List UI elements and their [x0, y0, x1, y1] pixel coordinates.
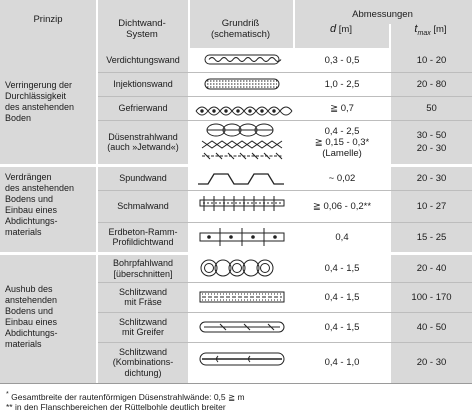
d-value — [295, 167, 389, 190]
t-value-text: 15 - 25 — [416, 231, 447, 243]
header-d-unit: [m] — [336, 24, 352, 35]
group-3-line: Abdichtungs- — [5, 328, 58, 338]
d-value-text: 0,3 - 0,5 — [324, 54, 360, 66]
t-value-text: 30 - 50 — [416, 130, 447, 141]
d-value — [295, 122, 389, 162]
d-value-text: ~ 0,02 — [328, 173, 356, 184]
diaphragm-grab-symbol — [200, 322, 284, 332]
bored-pile-symbol — [201, 260, 273, 276]
header-plan-line1: Grundriß — [221, 17, 260, 29]
footnote-2-mark: ** — [6, 402, 13, 412]
d-value-text: ≧ 0,15 - 0,3* — [314, 136, 370, 148]
group-2-line: materials — [5, 227, 42, 237]
t-value — [391, 312, 472, 342]
system-name — [98, 96, 188, 120]
group-3-line: anstehenden — [5, 295, 58, 305]
t-value-text: 40 - 50 — [416, 321, 447, 333]
system-name — [98, 222, 188, 252]
diaphragm-combination-symbol — [200, 353, 284, 365]
group-1-line: des anstehenden — [5, 102, 75, 112]
d-value — [295, 255, 389, 282]
d-value-text: ≧ 0,06 - 0,2** — [312, 200, 372, 212]
footnote-1-mark: * — [6, 390, 9, 398]
group-3-line: Aushub des — [5, 284, 53, 294]
t-value — [391, 222, 472, 252]
footnote-2 — [6, 402, 226, 413]
group-1-line: Durchlässigkeit — [5, 91, 67, 101]
system-name — [98, 190, 188, 222]
system-name-text: Injektionswand — [113, 78, 173, 89]
t-value — [391, 282, 472, 312]
t-value-text: 20 - 40 — [416, 263, 447, 274]
t-value-text: 20 - 80 — [416, 78, 447, 90]
system-name-text: Verdichtungswand — [106, 54, 180, 65]
header-plan-line2: (schematisch) — [210, 28, 271, 40]
group-2-line: Abdichtungs- — [5, 216, 58, 226]
group-2-line: Verdrängen — [5, 172, 52, 182]
footnote-2-text: in den Flanschbereichen der Rüttelbohle deutlich breiter — [12, 402, 226, 412]
freeze-wall-symbol — [196, 107, 292, 115]
d-value — [295, 342, 389, 383]
d-value-text: ≧ 0,7 — [330, 102, 354, 114]
header-system — [96, 0, 188, 48]
d-value — [295, 48, 389, 72]
header-t-symbol: t — [414, 23, 418, 35]
header-system-line1: Dichtwand- — [118, 17, 166, 29]
t-value — [391, 72, 472, 96]
group-2-line: des anstehenden — [5, 183, 75, 193]
footnote-1 — [6, 389, 245, 403]
group-3-line: materials — [5, 339, 42, 349]
profile-wall-symbol — [200, 228, 284, 246]
header-principle — [0, 0, 96, 48]
system-name-text: Schlitzwand mit Greifer — [118, 316, 168, 337]
table-bottom-rule — [0, 383, 472, 384]
injection-wall-symbol — [205, 79, 279, 89]
group-2-line: Einbau eines — [5, 205, 58, 215]
system-name-text: Schlitzwand (Kombinations- dichtung) — [112, 346, 174, 378]
system-name-text: Schlitzwand mit Fräse — [118, 286, 168, 307]
t-value — [391, 167, 472, 190]
t-value-text: 50 — [426, 102, 437, 114]
diaphragm-cutter-symbol — [200, 292, 284, 302]
d-value — [295, 282, 389, 312]
system-name — [98, 167, 188, 190]
t-value-text: 20 - 30 — [416, 357, 447, 368]
header-principle-label: Prinzip — [33, 14, 63, 25]
system-name-text: Düsenstrahlwand (auch »Jetwand«) — [107, 131, 179, 152]
footnote-1-text: Gesamtbreite der rautenförmigen Düsenstrahlwände: 0,5 ≧ m — [8, 391, 245, 402]
t-value — [391, 342, 472, 383]
group-3-line: Bodens und — [5, 306, 54, 316]
t-value-text: 10 - 27 — [416, 200, 447, 212]
d-value — [295, 72, 389, 96]
group-2-line: Bodens und — [5, 194, 54, 204]
d-value-text: 1,0 - 2,5 — [324, 78, 360, 90]
system-name-text: Gefrierwand — [118, 102, 168, 113]
d-value — [295, 312, 389, 342]
system-name — [98, 48, 188, 72]
system-name-text: Schmalwand — [117, 200, 169, 211]
t-value — [391, 96, 472, 120]
system-name — [98, 312, 188, 342]
sheet-pile-symbol — [198, 174, 284, 184]
d-value-text: 0,4 - 1,0 — [324, 357, 360, 368]
system-name-text: Spundwand — [119, 173, 167, 184]
compaction-wall-symbol — [205, 55, 281, 64]
group-3-label — [5, 284, 58, 350]
d-value — [295, 222, 389, 252]
system-name — [98, 72, 188, 96]
t-value — [391, 255, 472, 282]
d-value-text: 0,4 — [335, 231, 349, 243]
slim-wall-symbol — [200, 196, 284, 211]
schematic-plans — [190, 48, 293, 383]
header-system-line2: System — [126, 28, 158, 40]
group-1-label — [5, 80, 74, 124]
header-t-sub: max — [417, 29, 431, 37]
header-d-symbol: d — [330, 23, 337, 35]
t-value-text: 20 - 30 — [416, 143, 447, 154]
system-name — [98, 255, 188, 282]
d-value-text: 0,4 - 1,5 — [324, 321, 360, 333]
system-name — [98, 342, 188, 383]
header-d — [293, 24, 389, 46]
d-value-text: 0,4 - 1,5 — [324, 263, 360, 274]
header-t — [389, 24, 472, 46]
t-value — [391, 190, 472, 222]
t-value — [391, 48, 472, 72]
jet-grout-wall-symbol — [202, 124, 282, 159]
t-value-text: 10 - 20 — [416, 54, 447, 66]
t-value-text: 20 - 30 — [416, 173, 447, 184]
header-plan — [188, 0, 293, 48]
group-1-line: Boden — [5, 113, 32, 123]
system-name-text: Bohrpfahlwand [überschnitten] — [112, 258, 174, 279]
d-value-text: 0,4 - 1,5 — [324, 291, 360, 303]
t-value — [391, 122, 472, 162]
t-value-text: 100 - 170 — [411, 291, 452, 303]
header-dims-label: Abmessungen — [352, 9, 413, 20]
system-name-text: Erdbeton-Ramm- Profildichtwand — [108, 226, 178, 247]
group-2-label — [5, 172, 74, 238]
system-name — [98, 282, 188, 312]
header-t-unit: [m] — [430, 24, 447, 35]
group-3-line: Einbau eines — [5, 317, 58, 327]
d-value-text: (Lamelle) — [322, 147, 362, 159]
group-1-line: Verringerung der — [5, 80, 73, 90]
system-name — [98, 120, 188, 164]
d-value — [295, 190, 389, 222]
d-value — [295, 96, 389, 120]
d-value-text: 0,4 - 2,5 — [324, 125, 360, 137]
